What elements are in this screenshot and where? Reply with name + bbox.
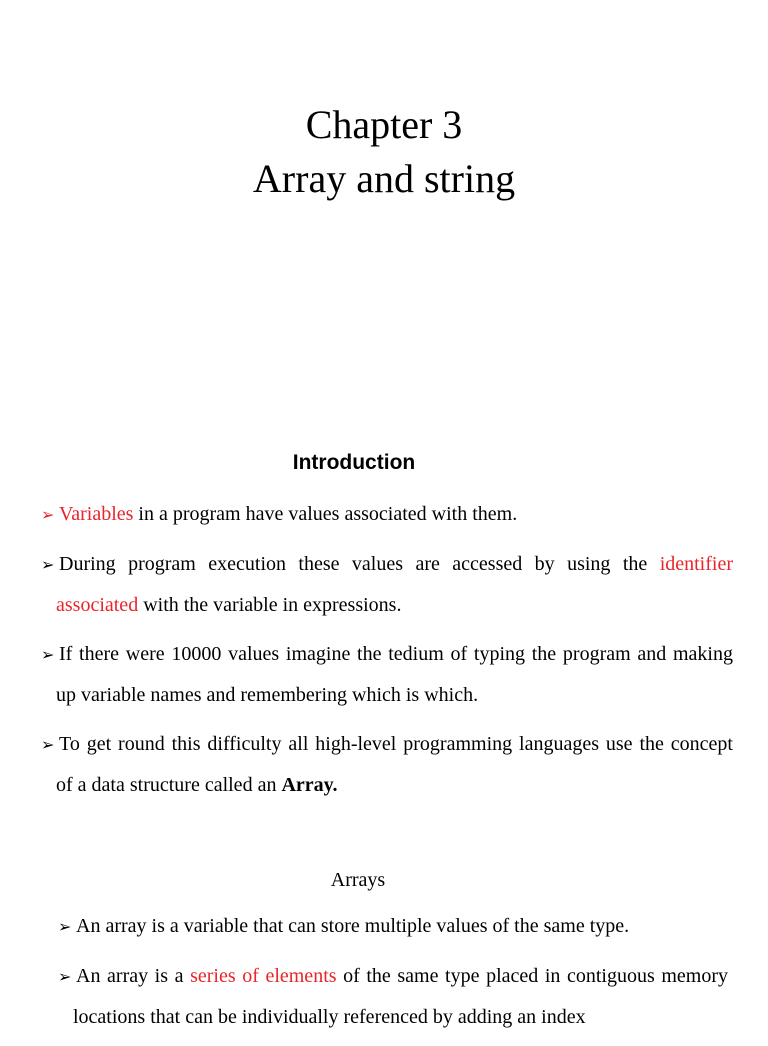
introduction-heading: Introduction: [292, 451, 416, 474]
bullet-text: An array is a variable that can store multiple values of the same type.: [76, 915, 630, 937]
arrow-bullet-icon: ➢: [41, 645, 55, 664]
bullet-text: If there were 10000 values imagine the tedium of typing the program and making up variable names and remembering which is which.: [56, 643, 733, 706]
chapter-number: Chapter 3: [305, 102, 463, 147]
highlight-series-of-elements: series of elements: [190, 965, 337, 987]
list-item: [58, 956, 728, 1037]
highlight-identifier-associated: identifier associated: [56, 553, 733, 616]
arrow-bullet-icon: ➢: [41, 735, 55, 754]
list-item: [41, 634, 733, 715]
list-item: [41, 544, 733, 625]
bullet-text: An array is a: [76, 965, 191, 987]
arrow-bullet-icon: ➢: [58, 967, 72, 986]
bullet-text: During program execution these values are accessed by using the: [59, 553, 660, 575]
arrays-heading: Arrays: [330, 869, 386, 891]
term-array: Array.: [281, 774, 338, 796]
bullet-text: in a program have values associated with them.: [133, 503, 518, 525]
bullet-text: of the same type placed in contiguous memory locations that can be individually referenced by adding an index: [73, 965, 728, 1028]
introduction-list: [41, 494, 733, 814]
arrow-bullet-icon: ➢: [41, 505, 55, 524]
bullet-text: To get round this difficulty all high-level programming languages use the concept of a data structure called an: [56, 733, 733, 796]
highlight-variables: Variables: [59, 503, 134, 525]
chapter-title: [0, 98, 768, 206]
arrays-list: [58, 906, 728, 1046]
arrow-bullet-icon: ➢: [41, 555, 55, 574]
list-item: [58, 906, 728, 947]
list-item: [41, 724, 733, 805]
arrow-bullet-icon: ➢: [58, 917, 72, 936]
chapter-name: Array and string: [252, 156, 516, 201]
bullet-text: with the variable in expressions.: [138, 594, 402, 616]
list-item: [41, 494, 733, 535]
